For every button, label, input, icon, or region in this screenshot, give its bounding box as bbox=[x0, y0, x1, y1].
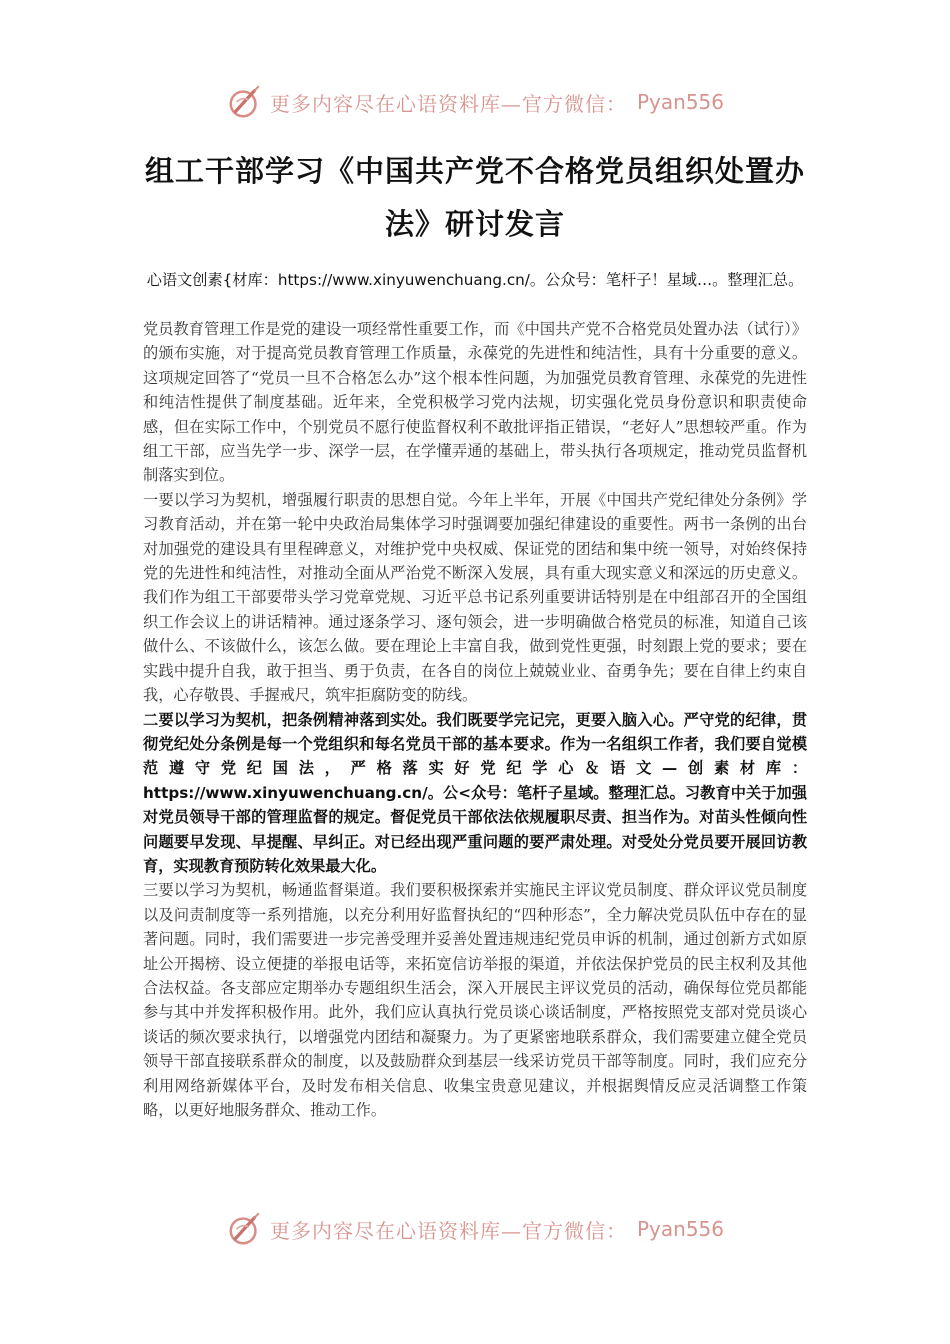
paragraph-second-point: 二要以学习为契机，把条例精神落到实处。我们既要学完记完，更要入脑入心。严守党的纪律，贯彻党纪处分条例是每一个党组织和每名党员干部的基本要求。作为一名组织工作者，我们要自觉模范遵守党纪国法，严格落实好党纪学心＆语文—创素材库：https://www.xinyuwenchuang.cn/。公<众号：笔杆子星域。整理汇总。习教育中关于加强对党员领导干部的管理监督的规定。督促党员干部依法依规履职尽责、担当作为。对苗头性倾向性问题要早发现、早提醒、早纠正。对已经出现严重问题的要严肃处理。对受处分党员要开展回访教育，实现教育预防转化效果最大化。 bbox=[143, 710, 807, 875]
banner-text: 更多内容尽在心语资料库—官方微信： bbox=[269, 1218, 627, 1243]
document-body bbox=[143, 317, 807, 1122]
banner-brand: Pyan556 bbox=[636, 1217, 724, 1241]
paragraph-first-point: 一要以学习为契机，增强履行职责的思想自觉。今年上半年，开展《中国共产党纪律处分条例》学习教育活动，并在第一轮中央政治局集体学习时强调要加强纪律建设的重要性。两书一条例的出台对加强党的建设具有里程碑意义，对维护党中央权威、保证党的团结和集中统一领导，对始终保持党的先进性和纯洁性，对推动全面从严治党不断深入发展，具有重大现实意义和深远的历史意义。我们作为组工干部要带头学习党章党规、习近平总书记系列重要讲话特别是在中组部召开的全国组织工作会议上的讲话精神。通过逐条学习、逐句领会，进一步明确做合格党员的标准，知道自己该做什么、不该做什么，该怎么做。要在理论上丰富自我，做到党性更强，时刻跟上党的要求；要在实践中提升自我，敢于担当、勇于负责，在各自的岗位上兢兢业业、奋勇争先；要在自律上约束自我，心存敬畏、手握戒尺，筑牢拒腐防变的防线。 bbox=[143, 490, 807, 705]
pen-logo-icon bbox=[226, 83, 264, 121]
banner-text: 更多内容尽在心语资料库—官方微信： bbox=[269, 91, 627, 116]
document-title: 组工干部学习《中国共产党不合格党员组织处置办法》研讨发言 bbox=[144, 154, 805, 241]
footer-banner bbox=[0, 1209, 950, 1249]
paragraph-intro: 党员教育管理工作是党的建设一项经常性重要工作，而《中国共产党不合格党员处置办法（试行）》的颁布实施，对于提高党员教育管理工作质量，永葆党的先进性和纯洁性，具有十分重要的意义。这项规定回答了“党员一旦不合格怎么办”这个根本性问题，为加强党员教育管理、永葆党的先进性和纯洁性提供了制度基础。近年来，全党积极学习党内法规，切实强化党员身份意识和职责使命感，但在实际工作中，个别党员不愿行使监督权利不敢批评指正错误，“老好人”思想较严重。作为组工干部，应当先学一步、深学一层，在学懂弄通的基础上，带头执行各项规定，推动党员监督机制落实到位。 bbox=[143, 320, 807, 485]
pen-logo-icon bbox=[226, 1210, 264, 1248]
source-byline: 心语文创素{材库：https://www.xinyuwenchuang.cn/。公众号：笔杆子！星域…。整理汇总。 bbox=[146, 271, 804, 289]
paragraph-third-point: 三要以学习为契机，畅通监督渠道。我们要积极探索并实施民主评议党员制度、群众评议党员制度以及问责制度等一系列措施，以充分利用好监督执纪的“四种形态”，全力解决党员队伍中存在的显著问题。同时，我们需要进一步完善受理并妥善处置违规违纪党员申诉的机制，通过创新方式如原址公开揭榜、设立便捷的举报电话等，来拓宽信访举报的渠道，并依法保护党员的民主权利及其他合法权益。各支部应定期举办专题组织生活会，深入开展民主评议党员的活动，确保每位党员都能参与其中并发挥积极作用。此外，我们应认真执行党员谈心谈话制度，严格按照党支部对党员谈心谈话的频次要求执行，以增强党内团结和凝聚力。为了更紧密地联系群众，我们需要建立健全党员领导干部直接联系群众的制度，以及鼓励群众到基层一线采访党员干部等制度。同时，我们应充分利用网络新媒体平台，及时发布相关信息、收集宝贵意见建议，并根据舆情反应灵活调整工作策略，以更好地服务群众、推动工作。 bbox=[143, 881, 807, 1119]
header-banner bbox=[0, 82, 950, 122]
banner-brand: Pyan556 bbox=[636, 90, 724, 114]
